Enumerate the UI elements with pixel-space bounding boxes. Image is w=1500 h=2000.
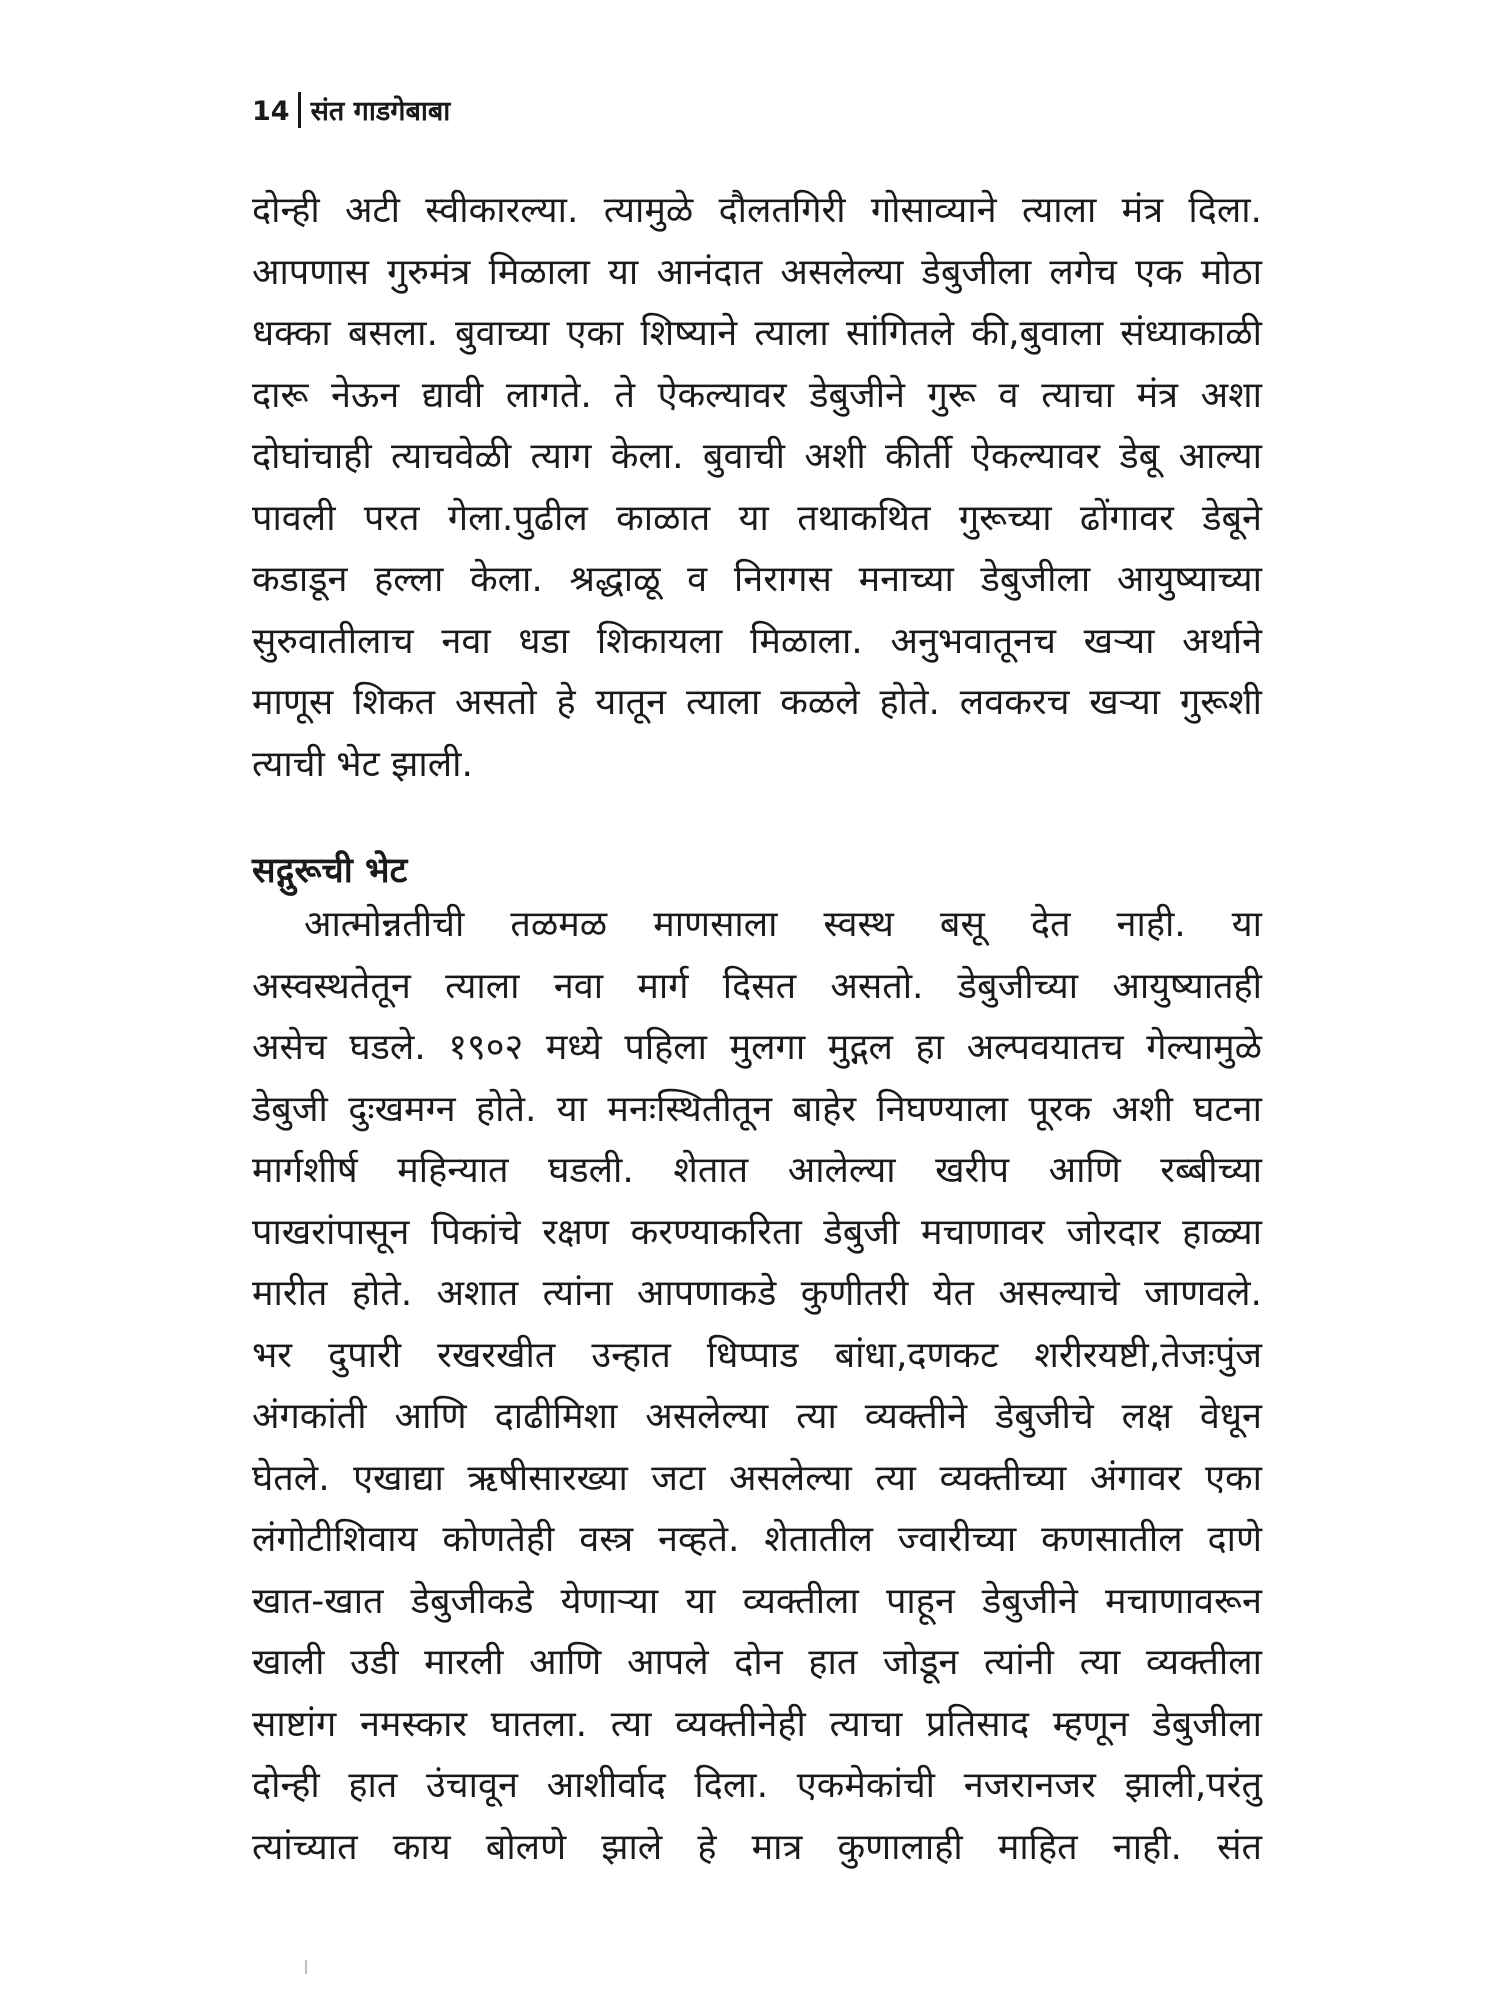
text-line: मारीत होते. अशात त्यांना आपणाकडे कुणीतरी येत असल्याचे जाणवले.: [252, 1273, 1262, 1314]
text-line: दोन्ही हात उंचावून आशीर्वाद दिला. एकमेकांची नजरानजर झाली,परंतु: [252, 1765, 1262, 1806]
text-line: सुरुवातीलाच नवा धडा शिकायला मिळाला. अनुभवातूनच खऱ्या अर्थाने: [252, 620, 1262, 662]
text-line: माणूस शिकत असतो हे यातून त्याला कळले होते. लवकरच खऱ्या गुरूशी: [252, 682, 1262, 723]
paragraph-1: [252, 180, 1262, 795]
text-line: घेतले. एखाद्या ऋषीसारख्या जटा असलेल्या त्या व्यक्तीच्या अंगावर एका: [252, 1457, 1262, 1499]
section-heading: सद्गुरूची भेट: [252, 851, 408, 891]
text-line: डेबुजी दुःखमग्न होते. या मनःस्थितीतून बाहेर निघण्याला पूरक अशी घटना: [252, 1088, 1262, 1130]
text-line: लंगोटीशिवाय कोणतेही वस्त्र नव्हते. शेतातील ज्वारीच्या कणसातील दाणे: [252, 1519, 1262, 1560]
text-line: भर दुपारी रखरखीत उन्हात धिप्पाड बांधा,दणकट शरीरयष्टी,तेजःपुंज: [252, 1334, 1262, 1376]
text-line: खात-खात डेबुजीकडे येणाऱ्या या व्यक्तीला पाहून डेबुजीने मचाणावरून: [252, 1580, 1262, 1622]
text-line: खाली उडी मारली आणि आपले दोन हात जोडून त्यांनी त्या व्यक्तीला: [252, 1642, 1262, 1683]
margin-mark: [305, 1960, 307, 1974]
text-line: साष्टांग नमस्कार घातला. त्या व्यक्तीनेही त्याचा प्रतिसाद म्हणून डेबुजीला: [252, 1703, 1262, 1745]
text-line: आपणास गुरुमंत्र मिळाला या आनंदात असलेल्या डेबुजीला लगेच एक मोठा: [252, 251, 1262, 293]
paragraph-2: [252, 894, 1262, 1878]
running-header: [252, 92, 450, 132]
text-line: पाखरांपासून पिकांचे रक्षण करण्याकरिता डेबुजी मचाणावर जोरदार हाळ्या: [252, 1211, 1262, 1253]
text-line: त्यांच्यात काय बोलणे झाले हे मात्र कुणालाही माहित नाही. संत: [252, 1826, 1262, 1868]
text-line: पावली परत गेला.पुढील काळात या तथाकथित गुरूच्या ढोंगावर डेबूने: [252, 497, 1262, 539]
book-title: संत गाडगेबाबा: [310, 96, 451, 127]
text-line: असेच घडले. १९०२ मध्ये पहिला मुलगा मुद्गल हा अल्पवयातच गेल्यामुळे: [252, 1027, 1263, 1068]
header-divider: [298, 92, 301, 128]
text-line: मार्गशीर्ष महिन्यात घडली. शेतात आलेल्या खरीप आणि रब्बीच्या: [252, 1150, 1262, 1191]
page-number: 14: [252, 96, 290, 127]
text-line: दोन्ही अटी स्वीकारल्या. त्यामुळे दौलतगिरी गोसाव्याने त्याला मंत्र दिला.: [252, 190, 1262, 231]
text-line: अस्वस्थतेतून त्याला नवा मार्ग दिसत असतो. डेबुजीच्या आयुष्यातही: [252, 965, 1262, 1007]
text-line: दोघांचाही त्याचवेळी त्याग केला. बुवाची अशी कीर्ती ऐकल्यावर डेबू आल्या: [252, 436, 1262, 477]
text-line: दारू नेऊन द्यावी लागते. ते ऐकल्यावर डेबुजीने गुरू व त्याचा मंत्र अशा: [252, 374, 1262, 416]
text-line: अंगकांती आणि दाढीमिशा असलेल्या त्या व्यक्तीने डेबुजीचे लक्ष वेधून: [252, 1396, 1262, 1437]
text-line: त्याची भेट झाली.: [252, 743, 473, 785]
text-line: आत्मोन्नतीची तळमळ माणसाला स्वस्थ बसू देत नाही. या: [304, 904, 1262, 945]
text-line: धक्का बसला. बुवाच्या एका शिष्याने त्याला सांगितले की,बुवाला संध्याकाळी: [252, 313, 1262, 354]
text-line: कडाडून हल्ला केला. श्रद्धाळू व निरागस मनाच्या डेबुजीला आयुष्याच्या: [252, 559, 1262, 600]
